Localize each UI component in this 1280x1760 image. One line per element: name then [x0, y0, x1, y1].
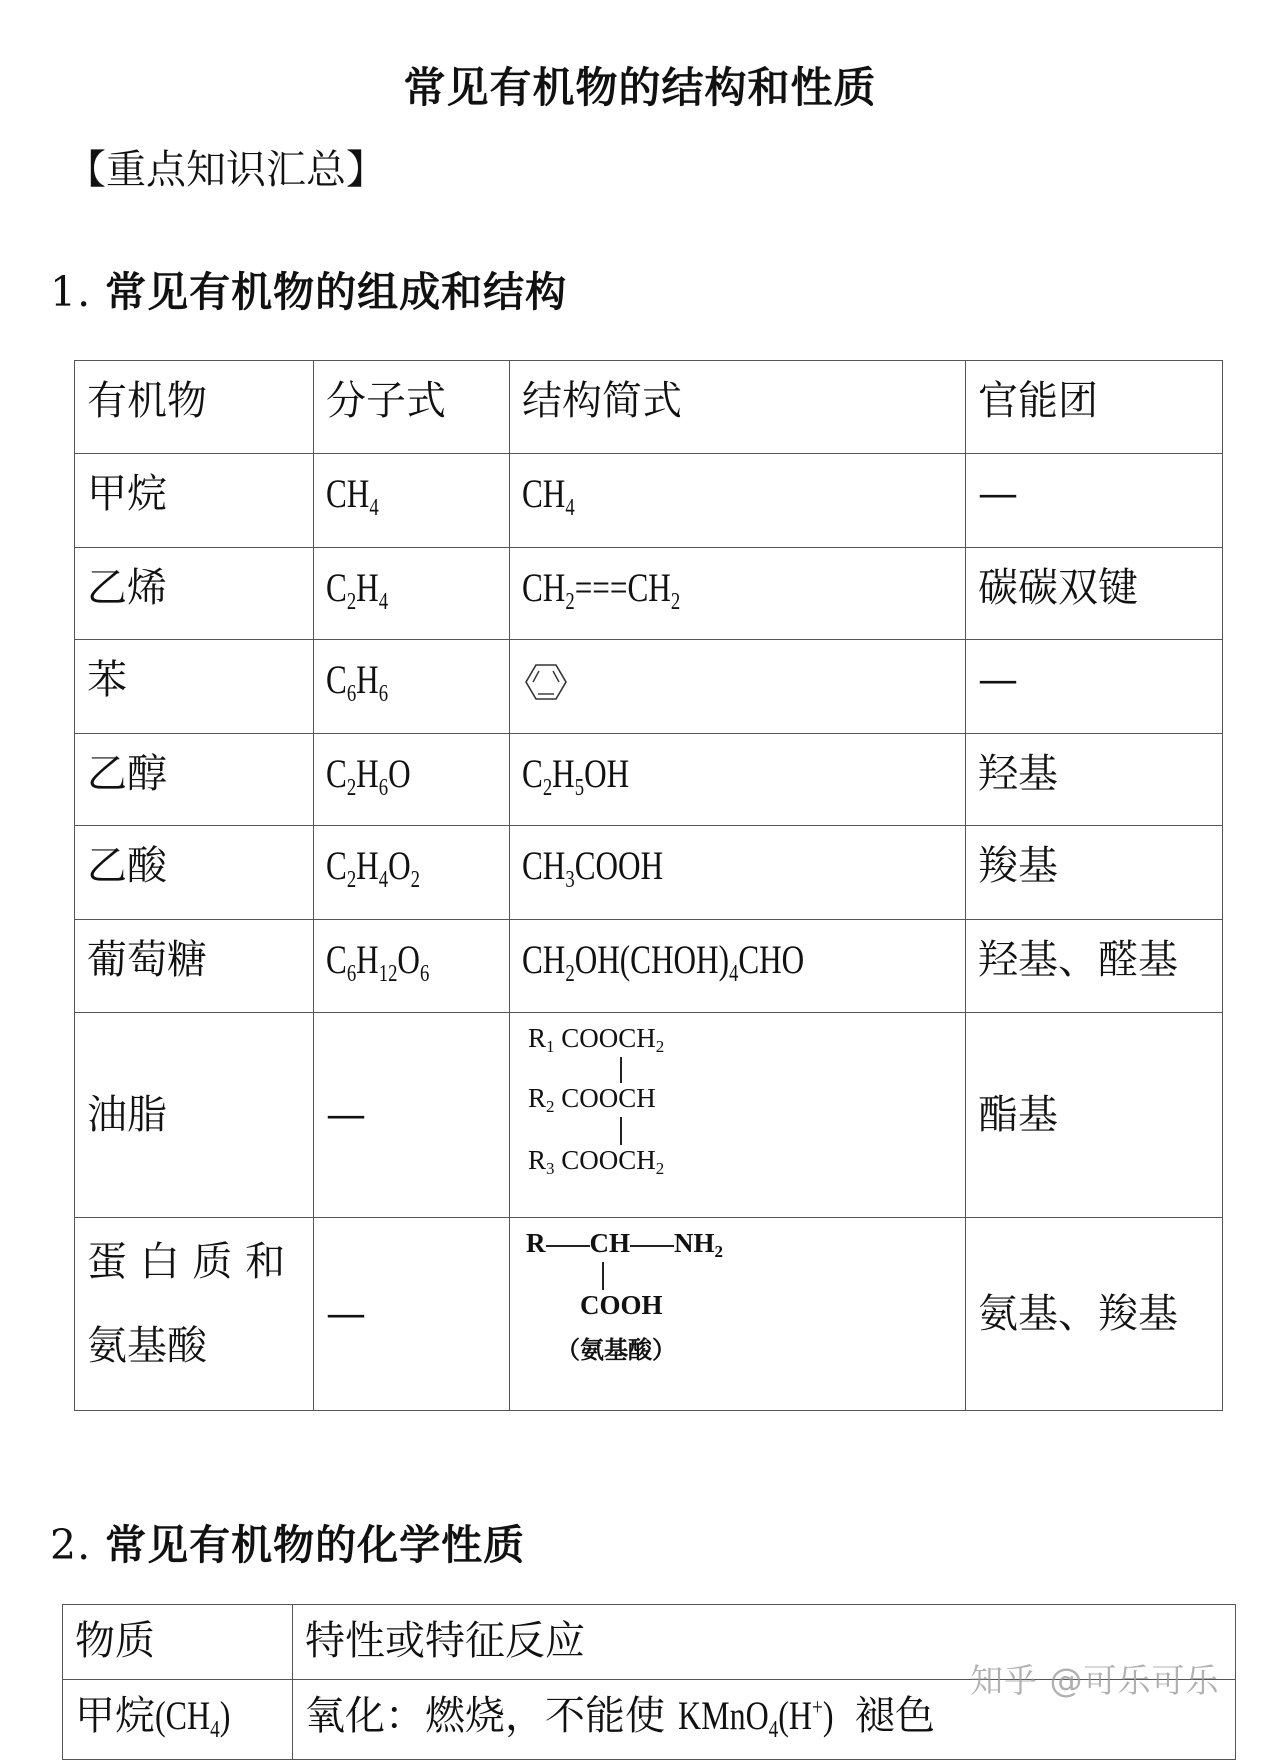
header-substance: 物质	[63, 1605, 293, 1680]
cell-group: —	[966, 454, 1223, 548]
benzene-ring-icon	[524, 662, 568, 702]
table-row	[75, 548, 1223, 640]
cell-formula: $C_2H_6O$	[314, 734, 510, 826]
table-row	[75, 1218, 1223, 1411]
structure-line-2: $R_2$ COOCH	[528, 1083, 656, 1116]
table-row	[75, 826, 1223, 920]
cell-structure: $CH_2===CH_2$	[510, 548, 966, 640]
table-row	[75, 454, 1223, 548]
table-row	[75, 734, 1223, 826]
triglyceride-structure	[510, 1013, 965, 1213]
bond-line	[620, 1117, 622, 1145]
cell-property: 氧化：燃烧，不能使 KMnO$_4$(H+) 褪色	[293, 1680, 1236, 1760]
section-1-number: 1.	[50, 268, 92, 316]
cell-name: 乙烯	[75, 548, 314, 640]
watermark: 知乎 @可乐可乐	[970, 1661, 1220, 1700]
cell-name: 油脂	[75, 1013, 314, 1218]
cell-formula: —	[314, 1218, 510, 1411]
table-row	[75, 640, 1223, 734]
cell-group: 羟基、醛基	[966, 920, 1223, 1013]
cell-name: 葡萄糖	[75, 920, 314, 1013]
amino-acid-structure	[510, 1218, 965, 1408]
cell-structure	[510, 1218, 966, 1411]
cell-name: 乙醇	[75, 734, 314, 826]
header-organic: 有机物	[75, 361, 314, 454]
table-header-row	[75, 361, 1223, 454]
cell-group: 酯基	[966, 1013, 1223, 1218]
section-1-heading	[50, 262, 567, 322]
header-property: 特性或特征反应	[293, 1605, 1236, 1680]
cell-substance: 甲烷$(CH_4)$	[63, 1680, 293, 1760]
cell-group: 碳碳双键	[966, 548, 1223, 640]
cell-group: —	[966, 640, 1223, 734]
cell-formula: $C_2H_4$	[314, 548, 510, 640]
cell-group: 羟基	[966, 734, 1223, 826]
header-structural-formula: 结构简式	[510, 361, 966, 454]
section-1-title: 常见有机物的组成和结构	[105, 268, 568, 316]
structure-line-2: COOH	[580, 1290, 663, 1320]
bond-line	[602, 1262, 604, 1290]
header-functional-group: 官能团	[966, 361, 1223, 454]
cell-structure: $C_2H_5OH$	[510, 734, 966, 826]
section-2-title: 常见有机物的化学性质	[105, 1521, 526, 1569]
cell-name: 甲烷	[75, 454, 314, 548]
cell-formula: $C_2H_4O_2$	[314, 826, 510, 920]
cell-structure: $CH_3COOH$	[510, 826, 966, 920]
cell-group: 羧基	[966, 826, 1223, 920]
cell-structure: $CH_2OH(CHOH)_4CHO$	[510, 920, 966, 1013]
cell-structure	[510, 1013, 966, 1218]
cell-formula: $C_6H_6$	[314, 640, 510, 734]
cell-formula: $C_6H_{12}O_6$	[314, 920, 510, 1013]
structure-caption: （氨基酸）	[556, 1335, 676, 1364]
cell-name: 苯	[75, 640, 314, 734]
table-row	[75, 920, 1223, 1013]
cell-structure	[510, 640, 966, 734]
cell-name: 乙酸	[75, 826, 314, 920]
structure-line-1: R CH $NH_2$	[526, 1228, 723, 1261]
bond-line	[620, 1057, 622, 1083]
cell-name-line-1: 蛋 白 质 和	[87, 1239, 286, 1285]
table-row	[75, 1013, 1223, 1218]
section-2-heading	[50, 1515, 525, 1575]
cell-structure: $CH_4$	[510, 454, 966, 548]
structure-line-3: $R_3$ $COOCH_2$	[528, 1145, 665, 1178]
section-2-number: 2.	[50, 1521, 92, 1569]
cell-name	[75, 1218, 314, 1411]
cell-name-line-2: 氨基酸	[87, 1323, 207, 1369]
summary-label: 【重点知识汇总】	[66, 147, 386, 193]
cell-formula: —	[314, 1013, 510, 1218]
cell-group: 氨基、羧基	[966, 1218, 1223, 1411]
structure-line-1: $R_1$ $COOCH_2$	[528, 1023, 665, 1056]
page-title: 常见有机物的结构和性质	[403, 63, 877, 112]
header-molecular-formula: 分子式	[314, 361, 510, 454]
composition-structure-table	[74, 360, 1223, 1411]
cell-formula: $CH_4$	[314, 454, 510, 548]
